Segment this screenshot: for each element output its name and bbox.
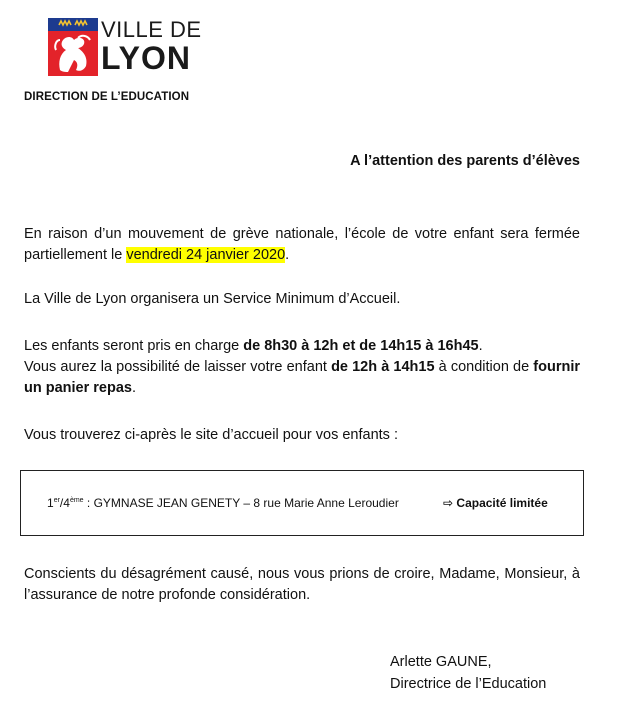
- p3-text-d: Vous aurez la possibilité de laisser votre enfant: [24, 359, 332, 375]
- capacity-note: [443, 496, 548, 510]
- lunch-basket-requirement: fournir un panier repas: [24, 359, 580, 396]
- paragraph-hours: [24, 336, 580, 399]
- care-hours: de 8h30 à 12h et de 14h15 à 16h45: [243, 338, 479, 354]
- grade-sep: /4: [59, 496, 70, 510]
- logo-text: [101, 18, 211, 74]
- logo-line-lyon: LYON: [101, 40, 191, 76]
- site-line: [47, 496, 399, 510]
- arrow-icon: ⇨: [443, 496, 454, 510]
- paragraph-service-minimum: La Ville de Lyon organisera un Service Minimum d’Accueil.: [24, 291, 401, 307]
- p3-text-c: .: [478, 338, 483, 354]
- paragraph-closing: Conscients du désagrément causé, nous vous prions de croire, Madame, Monsieur, à l’assurance de notre profonde considération.: [24, 566, 580, 603]
- logo-line-ville-de: VILLE DE: [101, 17, 202, 42]
- signatory-name: Arlette GAUNE,: [390, 654, 492, 670]
- p1-text-start: En raison d’un mouvement de grève nationale, l’école de votre enfant sera fermée partiellement le: [24, 226, 580, 263]
- grade-start-sup: er: [53, 497, 60, 504]
- grade-end-sup: ème: [69, 497, 84, 504]
- signature-block: [390, 651, 546, 695]
- paragraph-site-intro: Vous trouverez ci-après le site d’accueil pour vos enfants :: [24, 427, 398, 443]
- paragraph-strike-notice: [24, 224, 580, 266]
- signatory-title: Directrice de l’Education: [390, 676, 547, 692]
- p3-text-a: Les enfants seront pris en charge: [24, 338, 244, 354]
- direction-heading: DIRECTION DE L’EDUCATION: [24, 91, 190, 103]
- lion-icon: [48, 18, 98, 76]
- attention-line: A l’attention des parents d’élèves: [350, 153, 580, 169]
- p3-text-f: à condition de: [434, 359, 534, 375]
- p3-text-h: .: [131, 380, 137, 396]
- ville-de-lyon-logo: [48, 18, 200, 76]
- p1-text-end: .: [285, 247, 290, 263]
- lunch-hours: de 12h à 14h15: [331, 359, 435, 375]
- site-address: : GYMNASE JEAN GENETY – 8 rue Marie Anne Leroudier: [83, 496, 399, 510]
- grade-start: 1: [47, 496, 54, 510]
- site-box: [20, 470, 584, 536]
- strike-date: vendredi 24 janvier 2020: [126, 247, 286, 263]
- capacity-label: Capacité limitée: [456, 496, 548, 510]
